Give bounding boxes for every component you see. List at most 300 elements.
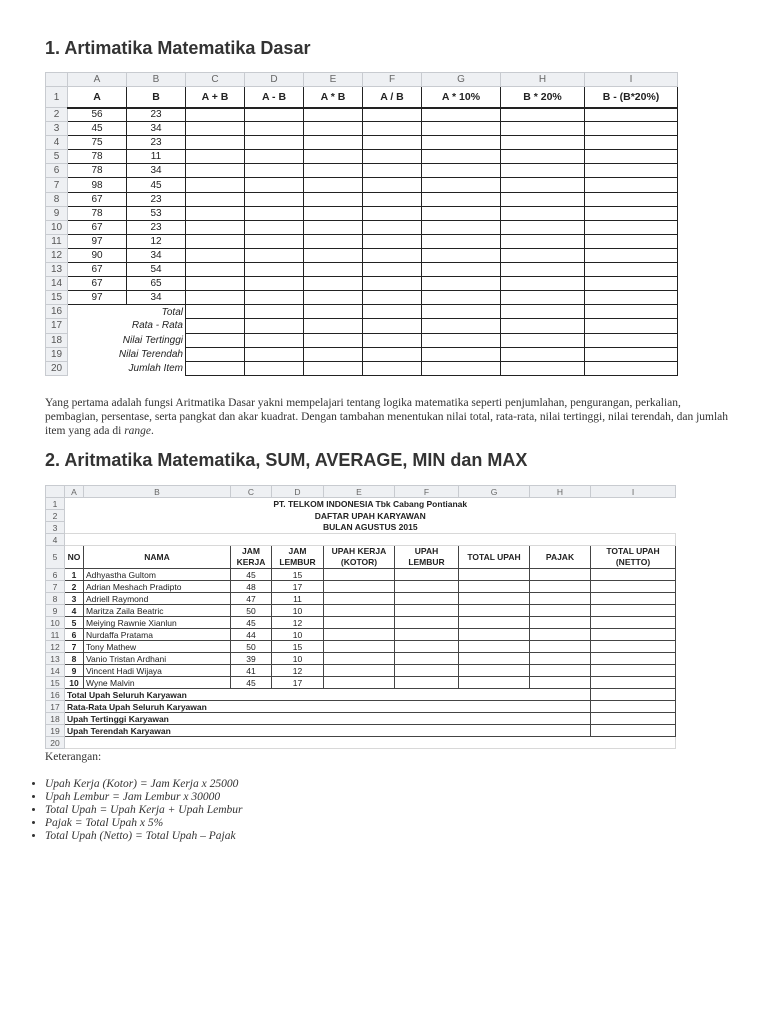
jam-kerja: 44 <box>231 629 272 641</box>
empty-cell[interactable] <box>422 220 501 234</box>
empty-cell[interactable] <box>422 164 501 178</box>
empty-cell[interactable] <box>585 291 678 305</box>
column-header: A <box>68 73 127 87</box>
empty-cell[interactable] <box>591 569 676 581</box>
header-cell: A * B <box>304 87 363 108</box>
row-number: 13 <box>46 263 68 277</box>
empty-cell[interactable] <box>245 178 304 192</box>
value-a: 78 <box>68 164 127 178</box>
row-number: 19 <box>46 725 65 737</box>
empty-cell[interactable] <box>585 220 678 234</box>
row-number: 9 <box>46 605 65 617</box>
empty-cell[interactable] <box>585 263 678 277</box>
employee-name: Vanio Tristan Ardhani <box>84 653 231 665</box>
section-2-title: 2. Aritmatika Matematika, SUM, AVERAGE, MIN dan MAX <box>45 450 528 470</box>
spreadsheet-arithmetic <box>45 72 678 376</box>
employee-name: Wyne Malvin <box>84 677 231 689</box>
empty-cell[interactable] <box>591 665 676 677</box>
empty-cell[interactable] <box>501 305 585 319</box>
row-number: 2 <box>46 108 68 122</box>
empty-cell[interactable] <box>591 677 676 689</box>
empty-cell[interactable] <box>585 277 678 291</box>
empty-cell[interactable] <box>459 581 530 593</box>
empty-cell[interactable] <box>245 192 304 206</box>
summary-label: Rata - Rata <box>131 320 183 332</box>
value-b: 23 <box>127 220 186 234</box>
empty-cell[interactable] <box>591 581 676 593</box>
empty-cell[interactable] <box>245 291 304 305</box>
empty-cell[interactable] <box>395 653 459 665</box>
empty-cell[interactable] <box>501 333 585 347</box>
empty-cell[interactable] <box>186 220 245 234</box>
description-paragraph: Yang pertama adalah fungsi Aritmatika Dasar yakni mempelajari tentang logika matematika seperti penjumlahan, pengurangan, perkalian, pembagian, persentase, serta pangkat dan akar kuadrat. Dengan tambahan menentukan nilai total, rata-rata, nilai tertinggi, nilai terendah, dan jumlah item yang ada di range. <box>45 397 729 437</box>
empty-cell[interactable] <box>591 725 676 737</box>
column-header: F <box>395 486 459 498</box>
sheet-title: DAFTAR UPAH KARYAWAN <box>314 510 426 521</box>
empty-cell[interactable] <box>363 178 422 192</box>
summary-label: Jumlah Item <box>128 362 183 374</box>
row-number: 18 <box>46 333 68 347</box>
empty-cell[interactable] <box>186 361 245 375</box>
empty-cell[interactable] <box>530 641 591 653</box>
jam-lembur: 17 <box>272 677 324 689</box>
empty-cell[interactable] <box>245 136 304 150</box>
empty-cell[interactable] <box>422 277 501 291</box>
jam-lembur: 11 <box>272 593 324 605</box>
empty-cell[interactable] <box>395 641 459 653</box>
employee-name: Vincent Hadi Wijaya <box>84 665 231 677</box>
empty-cell[interactable] <box>591 713 676 725</box>
empty-cell[interactable] <box>363 248 422 262</box>
empty-cell[interactable] <box>186 263 245 277</box>
column-header: G <box>422 73 501 87</box>
empty-cell[interactable] <box>324 653 395 665</box>
empty-cell[interactable] <box>186 178 245 192</box>
empty-cell[interactable] <box>363 150 422 164</box>
row-number: 20 <box>46 361 68 375</box>
empty-cell[interactable] <box>363 319 422 333</box>
empty-cell[interactable] <box>245 108 304 122</box>
row-number: 8 <box>46 593 65 605</box>
empty-cell[interactable] <box>395 665 459 677</box>
empty-cell[interactable] <box>422 347 501 361</box>
jam-kerja: 50 <box>231 605 272 617</box>
row-number: 12 <box>46 641 65 653</box>
empty-cell[interactable] <box>245 305 304 319</box>
empty-cell[interactable] <box>363 108 422 122</box>
empty-cell[interactable] <box>304 319 363 333</box>
empty-cell[interactable] <box>304 361 363 375</box>
row-number: 4 <box>46 534 65 546</box>
header-cell: A <box>68 87 127 108</box>
empty-cell[interactable] <box>304 263 363 277</box>
empty-cell[interactable] <box>363 220 422 234</box>
empty-cell[interactable] <box>186 164 245 178</box>
row-number: 3 <box>46 122 68 136</box>
row-number: 8 <box>46 192 68 206</box>
empty-cell[interactable] <box>501 234 585 248</box>
empty-cell[interactable] <box>422 361 501 375</box>
empty-cell[interactable] <box>591 641 676 653</box>
empty-cell[interactable] <box>530 617 591 629</box>
jam-lembur: 10 <box>272 653 324 665</box>
value-a: 98 <box>68 178 127 192</box>
row-number: 10 <box>46 220 68 234</box>
empty-cell[interactable] <box>459 665 530 677</box>
empty-cell[interactable] <box>591 605 676 617</box>
empty-cell[interactable] <box>585 206 678 220</box>
empty-cell[interactable] <box>304 108 363 122</box>
employee-name: Adhyastha Gultom <box>84 569 231 581</box>
empty-cell[interactable] <box>245 164 304 178</box>
empty-cell[interactable] <box>501 136 585 150</box>
employee-name: Tony Mathew <box>84 641 231 653</box>
value-b: 23 <box>127 108 186 122</box>
column-header: C <box>231 486 272 498</box>
corner-cell[interactable] <box>46 73 68 87</box>
empty-cell[interactable] <box>304 291 363 305</box>
empty-cell[interactable] <box>304 333 363 347</box>
column-header: H <box>530 486 591 498</box>
empty-cell[interactable] <box>501 277 585 291</box>
empty-cell[interactable] <box>501 164 585 178</box>
spreadsheet-wages <box>45 485 676 749</box>
empty-cell[interactable] <box>530 629 591 641</box>
empty-cell[interactable] <box>395 605 459 617</box>
note-item: • Total Upah = Upah Kerja + Upah Lembur <box>45 804 243 817</box>
empty-cell[interactable] <box>585 108 678 122</box>
empty-cell[interactable] <box>422 206 501 220</box>
empty-cell[interactable] <box>459 641 530 653</box>
jam-kerja: 45 <box>231 569 272 581</box>
empty-cell[interactable] <box>501 263 585 277</box>
empty-cell[interactable] <box>585 164 678 178</box>
empty-cell[interactable] <box>501 319 585 333</box>
row-number: 16 <box>46 305 68 319</box>
empty-cell[interactable] <box>304 206 363 220</box>
empty-cell[interactable] <box>395 617 459 629</box>
empty-cell[interactable] <box>585 192 678 206</box>
empty-cell[interactable] <box>186 277 245 291</box>
row-number: 3 <box>46 522 65 534</box>
empty-cell[interactable] <box>501 291 585 305</box>
empty-cell[interactable] <box>324 665 395 677</box>
empty-cell[interactable] <box>304 305 363 319</box>
column-header: A <box>65 486 84 498</box>
empty-cell[interactable] <box>585 150 678 164</box>
empty-cell[interactable] <box>304 347 363 361</box>
jam-kerja: 41 <box>231 665 272 677</box>
empty-cell[interactable] <box>501 192 585 206</box>
row-number: 1 <box>46 498 65 510</box>
empty-cell[interactable] <box>422 305 501 319</box>
empty-cell[interactable] <box>304 248 363 262</box>
empty-cell[interactable] <box>245 333 304 347</box>
empty-cell[interactable] <box>395 581 459 593</box>
value-a: 67 <box>68 277 127 291</box>
empty-cell[interactable] <box>245 122 304 136</box>
empty-cell[interactable] <box>324 569 395 581</box>
column-header: D <box>245 73 304 87</box>
empty-cell[interactable] <box>186 206 245 220</box>
empty-cell[interactable] <box>591 701 676 713</box>
corner-cell[interactable] <box>46 486 65 498</box>
sheet-title: BULAN AGUSTUS 2015 <box>322 522 418 533</box>
row-number: 5 <box>46 546 65 569</box>
empty-cell[interactable] <box>591 629 676 641</box>
row-number: 14 <box>46 277 68 291</box>
row-number: 17 <box>46 319 68 333</box>
jam-lembur: 10 <box>272 629 324 641</box>
empty-cell[interactable] <box>304 178 363 192</box>
empty-cell[interactable] <box>395 593 459 605</box>
empty-cell[interactable] <box>245 319 304 333</box>
empty-cell[interactable] <box>324 641 395 653</box>
empty-cell[interactable] <box>530 653 591 665</box>
empty-cell[interactable] <box>395 569 459 581</box>
empty-cell[interactable] <box>422 192 501 206</box>
jam-kerja: 45 <box>231 617 272 629</box>
header-cell: UPAH LEMBUR <box>395 546 459 569</box>
empty-cell[interactable] <box>324 605 395 617</box>
empty-cell[interactable] <box>422 291 501 305</box>
empty-cell[interactable] <box>585 248 678 262</box>
value-b: 54 <box>127 263 186 277</box>
empty-cell[interactable] <box>186 305 245 319</box>
column-header: B <box>84 486 231 498</box>
row-number: 11 <box>46 234 68 248</box>
empty-cell[interactable] <box>585 136 678 150</box>
empty-cell[interactable] <box>585 122 678 136</box>
empty-cell[interactable] <box>324 617 395 629</box>
value-a: 45 <box>68 122 127 136</box>
empty-cell[interactable] <box>186 248 245 262</box>
empty-cell[interactable] <box>363 234 422 248</box>
empty-cell[interactable] <box>363 361 422 375</box>
empty-cell[interactable] <box>530 581 591 593</box>
empty-cell[interactable] <box>245 347 304 361</box>
empty-cell[interactable] <box>585 333 678 347</box>
empty-cell[interactable] <box>585 361 678 375</box>
value-b: 34 <box>127 291 186 305</box>
empty-cell[interactable] <box>501 220 585 234</box>
column-header: F <box>363 73 422 87</box>
empty-cell[interactable] <box>422 136 501 150</box>
notes-label: Keterangan: <box>45 751 102 763</box>
jam-lembur: 17 <box>272 581 324 593</box>
empty-cell[interactable] <box>363 277 422 291</box>
empty-cell[interactable] <box>585 178 678 192</box>
empty-cell[interactable] <box>459 605 530 617</box>
empty-cell[interactable] <box>186 319 245 333</box>
empty-cell[interactable] <box>245 277 304 291</box>
empty-cell[interactable] <box>363 206 422 220</box>
empty-cell[interactable] <box>304 122 363 136</box>
jam-lembur: 15 <box>272 569 324 581</box>
empty-cell[interactable] <box>186 333 245 347</box>
empty-cell[interactable] <box>422 150 501 164</box>
note-item: • Pajak = Total Upah x 5% <box>45 817 243 830</box>
header-cell: B <box>127 87 186 108</box>
employee-no: 6 <box>65 629 84 641</box>
empty-cell[interactable] <box>530 605 591 617</box>
value-a: 75 <box>68 136 127 150</box>
header-cell: JAM LEMBUR <box>272 546 324 569</box>
empty-cell[interactable] <box>422 234 501 248</box>
empty-cell[interactable] <box>304 234 363 248</box>
empty-cell[interactable] <box>245 150 304 164</box>
empty-cell[interactable] <box>501 122 585 136</box>
empty-cell[interactable] <box>501 206 585 220</box>
value-a: 97 <box>68 291 127 305</box>
empty-row <box>65 534 676 546</box>
empty-cell[interactable] <box>363 291 422 305</box>
jam-kerja: 39 <box>231 653 272 665</box>
empty-cell[interactable] <box>186 122 245 136</box>
empty-cell[interactable] <box>395 629 459 641</box>
empty-cell[interactable] <box>422 178 501 192</box>
summary-label: Nilai Terendah <box>118 348 183 360</box>
empty-cell[interactable] <box>245 248 304 262</box>
empty-cell[interactable] <box>591 689 676 701</box>
empty-cell[interactable] <box>186 347 245 361</box>
row-number: 1 <box>46 87 68 108</box>
value-a: 90 <box>68 248 127 262</box>
employee-no: 4 <box>65 605 84 617</box>
header-cell: TOTAL UPAH (NETTO) <box>591 546 676 569</box>
empty-cell[interactable] <box>304 164 363 178</box>
row-number: 6 <box>46 569 65 581</box>
empty-cell[interactable] <box>591 617 676 629</box>
empty-cell[interactable] <box>363 136 422 150</box>
empty-cell[interactable] <box>501 108 585 122</box>
empty-cell[interactable] <box>304 277 363 291</box>
value-b: 45 <box>127 178 186 192</box>
empty-cell[interactable] <box>501 347 585 361</box>
header-cell: TOTAL UPAH <box>459 546 530 569</box>
employee-no: 9 <box>65 665 84 677</box>
employee-no: 10 <box>65 677 84 689</box>
empty-cell[interactable] <box>591 593 676 605</box>
empty-row <box>65 737 676 749</box>
empty-cell[interactable] <box>245 206 304 220</box>
empty-cell[interactable] <box>363 347 422 361</box>
empty-cell[interactable] <box>422 263 501 277</box>
empty-cell[interactable] <box>363 305 422 319</box>
empty-cell[interactable] <box>304 136 363 150</box>
empty-cell[interactable] <box>363 333 422 347</box>
empty-cell[interactable] <box>186 108 245 122</box>
empty-cell[interactable] <box>363 263 422 277</box>
empty-cell[interactable] <box>501 248 585 262</box>
empty-cell[interactable] <box>585 347 678 361</box>
value-b: 34 <box>127 122 186 136</box>
value-a: 78 <box>68 150 127 164</box>
empty-cell[interactable] <box>591 653 676 665</box>
empty-cell[interactable] <box>324 581 395 593</box>
header-cell: A * 10% <box>422 87 501 108</box>
employee-name: Nurdaffa Pratama <box>84 629 231 641</box>
value-b: 23 <box>127 136 186 150</box>
row-number: 5 <box>46 150 68 164</box>
empty-cell[interactable] <box>245 361 304 375</box>
empty-cell[interactable] <box>324 629 395 641</box>
header-cell: A + B <box>186 87 245 108</box>
column-header: I <box>585 73 678 87</box>
column-header: B <box>127 73 186 87</box>
empty-cell[interactable] <box>363 122 422 136</box>
empty-cell[interactable] <box>459 629 530 641</box>
empty-cell[interactable] <box>245 263 304 277</box>
empty-cell[interactable] <box>459 593 530 605</box>
empty-cell[interactable] <box>422 319 501 333</box>
empty-cell[interactable] <box>530 569 591 581</box>
empty-cell[interactable] <box>363 164 422 178</box>
header-cell: A / B <box>363 87 422 108</box>
empty-cell[interactable] <box>186 150 245 164</box>
notes-list <box>20 778 243 843</box>
empty-cell[interactable] <box>304 192 363 206</box>
empty-cell[interactable] <box>501 150 585 164</box>
empty-cell[interactable] <box>459 617 530 629</box>
header-cell: A - B <box>245 87 304 108</box>
empty-cell[interactable] <box>324 677 395 689</box>
section-1-title: 1. Artimatika Matematika Dasar <box>45 38 311 58</box>
empty-cell[interactable] <box>422 108 501 122</box>
empty-cell[interactable] <box>324 593 395 605</box>
empty-cell[interactable] <box>395 677 459 689</box>
row-number: 20 <box>46 737 65 749</box>
note-item: • Upah Kerja (Kotor) = Jam Kerja x 25000 <box>45 778 243 791</box>
empty-cell[interactable] <box>363 192 422 206</box>
header-cell: NO <box>65 546 84 569</box>
summary-label: Total Upah Seluruh Karyawan <box>65 689 591 701</box>
empty-cell[interactable] <box>186 291 245 305</box>
value-a: 97 <box>68 234 127 248</box>
value-a: 67 <box>68 192 127 206</box>
value-b: 34 <box>127 248 186 262</box>
row-number: 15 <box>46 291 68 305</box>
empty-cell[interactable] <box>530 677 591 689</box>
row-number: 4 <box>46 136 68 150</box>
empty-cell[interactable] <box>585 305 678 319</box>
empty-cell[interactable] <box>186 192 245 206</box>
jam-kerja: 47 <box>231 593 272 605</box>
empty-cell[interactable] <box>186 234 245 248</box>
row-number: 10 <box>46 617 65 629</box>
empty-cell[interactable] <box>501 178 585 192</box>
jam-kerja: 45 <box>231 677 272 689</box>
empty-cell[interactable] <box>459 653 530 665</box>
empty-cell[interactable] <box>459 677 530 689</box>
empty-cell[interactable] <box>459 569 530 581</box>
empty-cell[interactable] <box>530 665 591 677</box>
empty-cell[interactable] <box>501 361 585 375</box>
empty-cell[interactable] <box>245 220 304 234</box>
empty-cell[interactable] <box>422 248 501 262</box>
value-b: 53 <box>127 206 186 220</box>
empty-cell[interactable] <box>186 136 245 150</box>
empty-cell[interactable] <box>304 150 363 164</box>
empty-cell[interactable] <box>304 220 363 234</box>
empty-cell[interactable] <box>422 122 501 136</box>
empty-cell[interactable] <box>530 593 591 605</box>
empty-cell[interactable] <box>422 333 501 347</box>
empty-cell[interactable] <box>585 234 678 248</box>
empty-cell[interactable] <box>245 234 304 248</box>
empty-cell[interactable] <box>585 319 678 333</box>
summary-label: Upah Tertinggi Karyawan <box>65 713 591 725</box>
